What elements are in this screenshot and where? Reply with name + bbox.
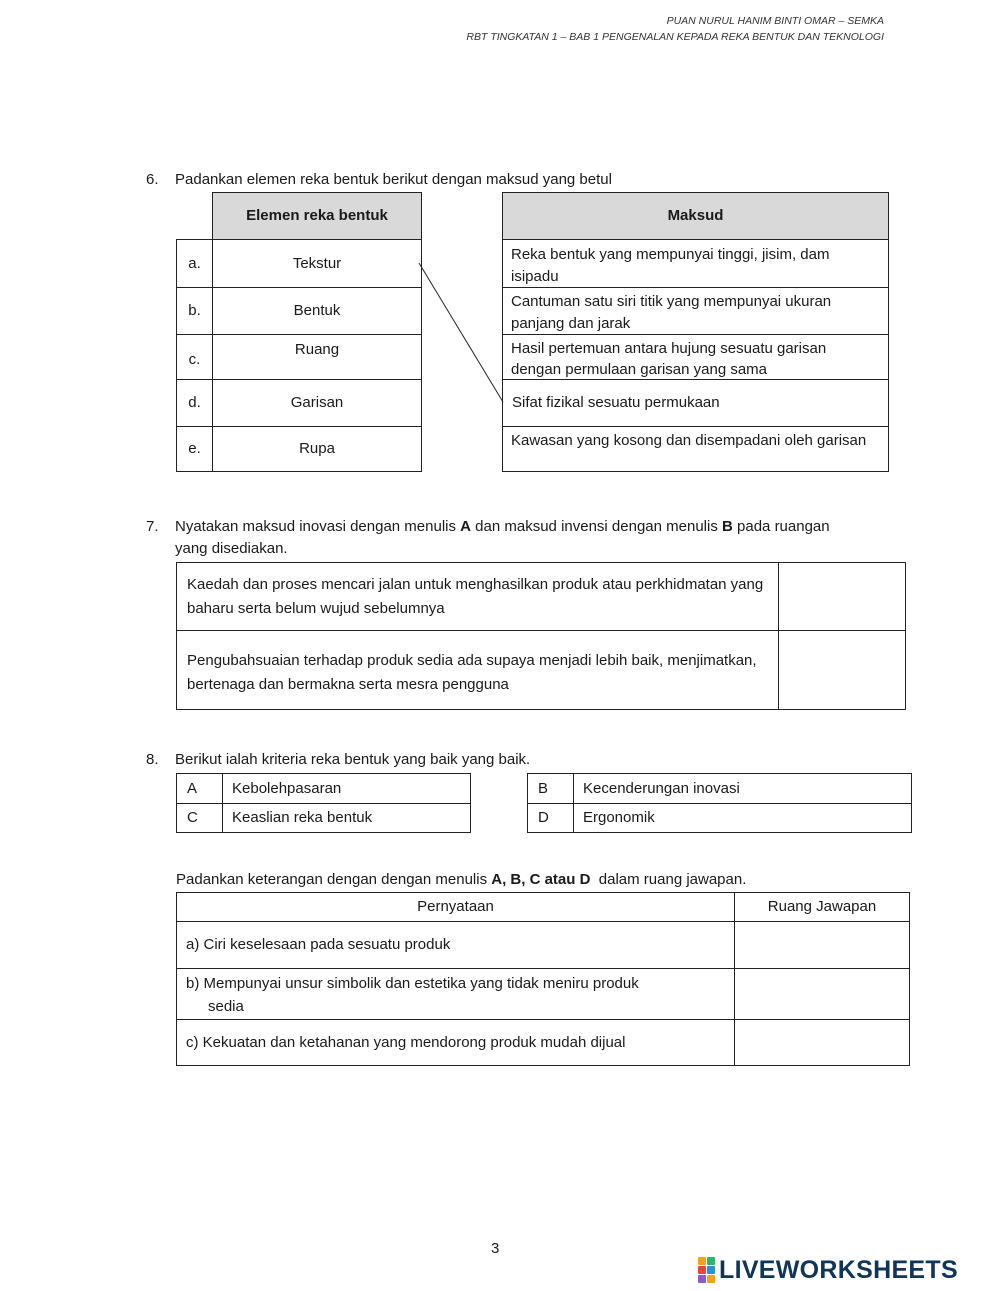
header-subject: RBT TINGKATAN 1 – BAB 1 PENGENALAN KEPADA REKA BENTUK DAN TEKNOLOGI <box>466 31 884 43</box>
q8-answer-c[interactable] <box>734 1019 910 1066</box>
q6-letter-c: c. <box>176 334 213 380</box>
q6-meaning-5[interactable]: Kawasan yang kosong dan disempadani oleh garisan <box>502 426 889 472</box>
q8-text: Berikut ialah kriteria reka bentuk yang baik yang baik. <box>175 751 531 768</box>
q6-element-d[interactable]: Garisan <box>212 379 422 427</box>
q7-number: 7. <box>146 518 159 535</box>
q8-criteria-letter-d: D <box>527 803 574 833</box>
logo-block-icon <box>698 1266 706 1274</box>
q8-criteria-label-c: Keaslian reka bentuk <box>222 803 471 833</box>
q6-element-a[interactable]: Tekstur <box>212 239 422 288</box>
q6-letter-e: e. <box>176 426 213 472</box>
q6-text: Padankan elemen reka bentuk berikut dengan maksud yang betul <box>175 171 612 188</box>
q6-element-b[interactable]: Bentuk <box>212 287 422 335</box>
logo-block-icon <box>707 1257 715 1265</box>
q6-element-e[interactable]: Rupa <box>212 426 422 472</box>
q8-answer-a[interactable] <box>734 921 910 969</box>
q6-meaning-4[interactable]: Sifat fizikal sesuatu permukaan <box>502 379 889 427</box>
q6-left-header: Elemen reka bentuk <box>212 192 422 240</box>
q7-text-line2: yang disediakan. <box>175 540 288 557</box>
q6-letter-a: a. <box>176 239 213 288</box>
q7-answer-1[interactable] <box>778 562 906 631</box>
q7-statement-2: Pengubahsuaian terhadap produk sedia ada supaya menjadi lebih baik, menjimatkan, bertenaga dan bermakna serta mesra pengguna <box>176 630 779 710</box>
q8-col-statement: Pernyataan <box>176 892 735 922</box>
page-number: 3 <box>491 1240 500 1257</box>
q7-statement-1: Kaedah dan proses mencari jalan untuk menghasilkan produk atau perkhidmatan yang baharu serta belum wujud sebelumnya <box>176 562 779 631</box>
q8-statement-b-line1: b) Mempunyai unsur simbolik dan estetika yang tidak meniru produk <box>186 975 639 992</box>
q8-answer-b[interactable] <box>734 968 910 1020</box>
q6-meaning-3[interactable]: Hasil pertemuan antara hujung sesuatu garisan dengan permulaan garisan yang sama <box>502 334 889 380</box>
q6-meaning-1[interactable]: Reka bentuk yang mempunyai tinggi, jisim, dam isipadu <box>502 239 889 288</box>
q8-criteria-label-d: Ergonomik <box>573 803 912 833</box>
q6-element-c[interactable]: Ruang <box>212 334 422 380</box>
q7-text: Nyatakan maksud inovasi dengan menulis A dan maksud invensi dengan menulis B pada ruangan <box>175 518 830 535</box>
logo-block-icon <box>698 1257 706 1265</box>
q8-instruction: Padankan keterangan dengan dengan menulis A, B, C atau D dalam ruang jawapan. <box>176 871 747 888</box>
q7-answer-2[interactable] <box>778 630 906 710</box>
q8-statement-a: a) Ciri keselesaan pada sesuatu produk <box>176 921 735 969</box>
logo-block-icon <box>707 1275 715 1283</box>
q8-criteria-label-b: Kecenderungan inovasi <box>573 773 912 804</box>
header-author: PUAN NURUL HANIM BINTI OMAR – SEMKA <box>666 15 884 27</box>
q8-statement-b <box>176 968 735 1020</box>
q8-col-answer: Ruang Jawapan <box>734 892 910 922</box>
logo-block-icon <box>707 1266 715 1274</box>
q8-criteria-letter-a: A <box>176 773 223 804</box>
q8-statement-b-line2: sedia <box>208 998 244 1015</box>
liveworksheets-logo-icon <box>698 1257 715 1283</box>
q6-letter-b: b. <box>176 287 213 335</box>
liveworksheets-logo[interactable] <box>698 1255 958 1285</box>
q8-number: 8. <box>146 751 159 768</box>
liveworksheets-logo-text: LIVEWORKSHEETS <box>719 1255 958 1284</box>
q6-number: 6. <box>146 171 159 188</box>
q6-letter-d: d. <box>176 379 213 427</box>
q6-right-header: Maksud <box>502 192 889 240</box>
q8-criteria-label-a: Kebolehpasaran <box>222 773 471 804</box>
q8-criteria-letter-c: C <box>176 803 223 833</box>
logo-block-icon <box>698 1275 706 1283</box>
q6-meaning-2[interactable]: Cantuman satu siri titik yang mempunyai ukuran panjang dan jarak <box>502 287 889 335</box>
q8-statement-c: c) Kekuatan dan ketahanan yang mendorong produk mudah dijual <box>176 1019 735 1066</box>
q8-criteria-letter-b: B <box>527 773 574 804</box>
